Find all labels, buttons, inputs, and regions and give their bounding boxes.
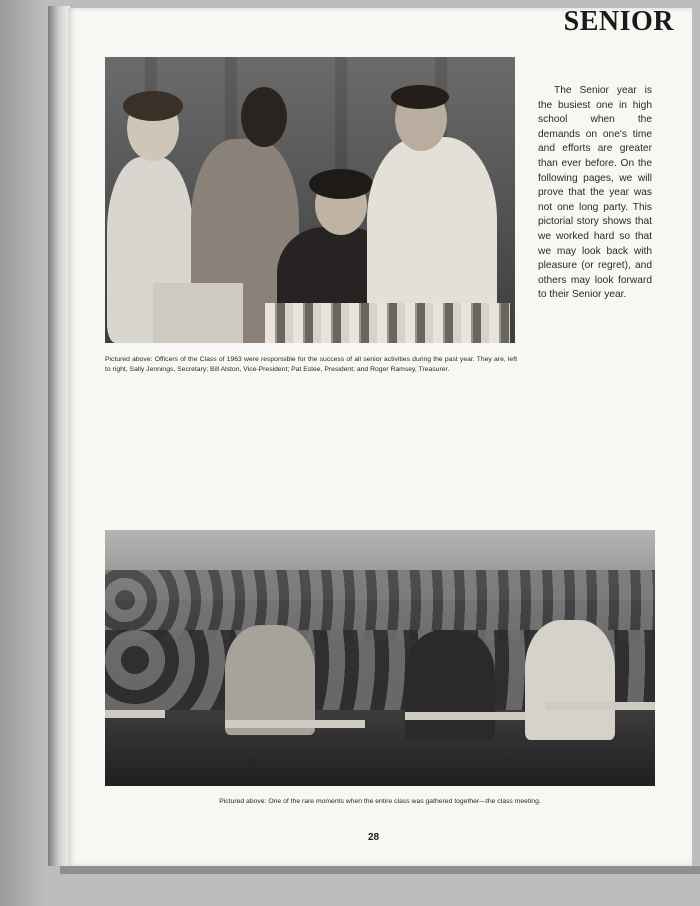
class-meeting-caption: Pictured above: One of the rare moments when the entire class was gathered together—the class meeting. [219, 798, 541, 805]
page-number: 28 [368, 832, 380, 843]
officers-photo-caption: Pictured above: Officers of the Class of 1963 were responsible for the success of all senior activities during the past year. They are, left to right, Sally Jennings, Secretary; Bill Alston, Vice-President; Pat Estee, President; and Roger Ramsey, Treasurer. [105, 356, 517, 373]
desk [225, 720, 365, 728]
desk [545, 702, 655, 710]
officers-photo [105, 57, 515, 343]
section-heading: SENIOR [563, 6, 674, 37]
file-box [153, 283, 243, 343]
book-binding [0, 0, 48, 906]
student-figure [225, 625, 315, 735]
book-stack [265, 303, 510, 343]
desk [105, 710, 165, 718]
student-figure [405, 630, 495, 740]
intro-paragraph: The Senior year is the busiest one in high school when the demands on one's time and efforts are greater than ever before. On the following pages, we will prove that the year was not one long party. This pictorial story shows that we worked hard so that we may look back with pleasure (or regret), and others may look forward to their Senior year. [538, 85, 652, 301]
student-figure [525, 620, 615, 740]
desk [405, 712, 525, 720]
bottom-page-edge [60, 866, 700, 874]
page-edge [48, 6, 70, 866]
class-meeting-photo [105, 530, 655, 786]
